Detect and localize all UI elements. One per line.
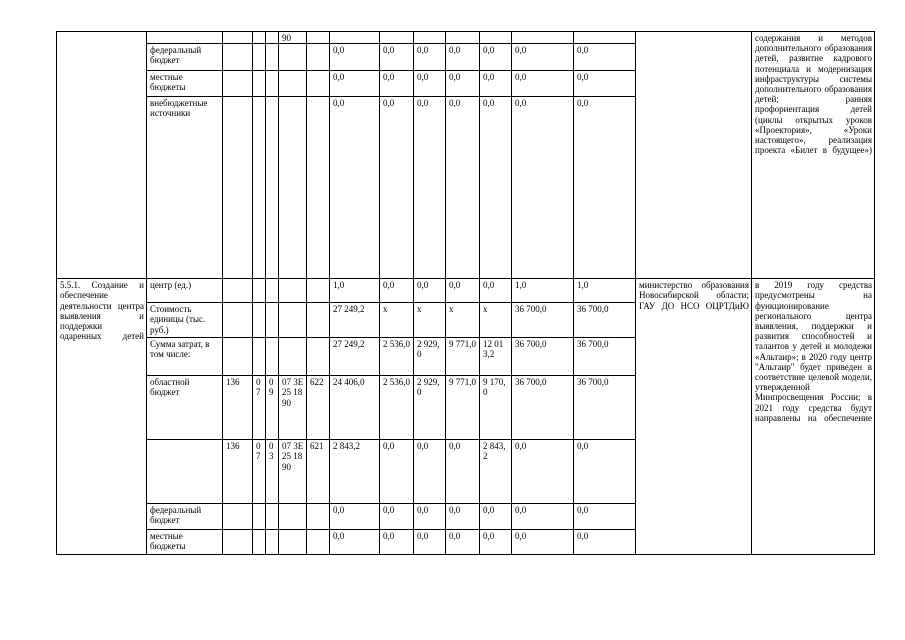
table-row: 136 07 03 07 3Е 25 18 90 621 2 843,2 0,0 0,0 0,0 2 843,2 0,0 0,0 xyxy=(57,440,875,504)
executor-empty xyxy=(636,32,752,279)
table-row: Стоимость единицы (тыс. руб.) 27 249,2 х х х х 36 700,0 36 700,0 xyxy=(57,303,875,338)
code-tail: 90 xyxy=(279,32,307,44)
row-label: федеральный бюджет xyxy=(147,504,223,530)
note-cell: содержания и методов дополнительного образования детей, развитие кадрового потенциала и модернизация инфраструктуры системы дополнительного образования детей; ранняя профориентация детей (циклы открытых уроков «Проектория», «Уроки настоящего», реализация проекта «Билет в будущее») xyxy=(752,32,875,279)
table-row: федеральный бюджет 0,0 0,0 0,0 0,0 0,0 0,0 0,0 xyxy=(57,504,875,530)
table-row: Сумма затрат, в том числе: 27 249,2 2 536,0 2 929,0 9 771,0 12 013,2 36 700,0 36 700,0 xyxy=(57,338,875,376)
note-cell: в 2019 году средства предусмотрены на функционирование регионального центра выявления, поддержки и развития способностей и талантов у детей и молодежи «Альтаир»; в 2020 году центр "Альтаир" будет приведен в соответствие целевой модели, утвержденной Минпросвещения России; в 2021 году средства будут направлены на обеспечение xyxy=(752,279,875,555)
row-label: Сумма затрат, в том числе: xyxy=(147,338,223,376)
row-label: местные бюджеты xyxy=(147,530,223,555)
item-title: 5.5.1. Создание и обеспечение деятельности центра выявления и поддержки одаренных детей xyxy=(57,279,147,555)
table-row: внебюджетные источники 0,0 0,0 0,0 0,0 0,0 0,0 0,0 xyxy=(57,97,875,279)
row-label xyxy=(147,440,223,504)
table-row: местные бюджеты 0,0 0,0 0,0 0,0 0,0 0,0 0,0 xyxy=(57,71,875,97)
executor: министерство образования Новосибирской области; ГАУ ДО НСО ОЦРТДиЮ xyxy=(636,279,752,555)
row-label: местные бюджеты xyxy=(147,71,223,97)
table-row xyxy=(57,32,875,44)
row-label: внебюджетные источники xyxy=(147,97,223,279)
budget-table xyxy=(56,31,875,555)
row-label: федеральный бюджет xyxy=(147,44,223,71)
table-row: федеральный бюджет 0,0 0,0 0,0 0,0 0,0 0,0 0,0 xyxy=(57,44,875,71)
row-label: центр (ед.) xyxy=(147,279,223,303)
table-row: 5.5.1. Создание и обеспечение деятельности центра выявления и поддержки одаренных детей центр (ед.) 1,0 0,0 0,0 0,0 0,0 1,0 1,0 министерство образования Новосибирской области; ГАУ ДО НСО ОЦРТДиЮ в 2019 году средства предусмотрены на функционирование регионального центра выявления, поддержки и развития способностей и талантов у детей и молодежи «Альтаир»; в 2020 году центр "Альтаир" будет приведен в соответствие целевой модели, утвержденной Минпросвещения России; в 2021 году средства будут направлены на обеспечение xyxy=(57,279,875,303)
row-label: областной бюджет xyxy=(147,376,223,440)
table-row: местные бюджеты 0,0 0,0 0,0 0,0 0,0 0,0 0,0 xyxy=(57,530,875,555)
table-row: областной бюджет 136 07 09 07 3Е 25 18 90 622 24 406,0 2 536,0 2 929,0 9 771,0 9 170,0 36 700,0 36 700,0 xyxy=(57,376,875,440)
row-label: Стоимость единицы (тыс. руб.) xyxy=(147,303,223,338)
item-title-empty xyxy=(57,32,147,279)
